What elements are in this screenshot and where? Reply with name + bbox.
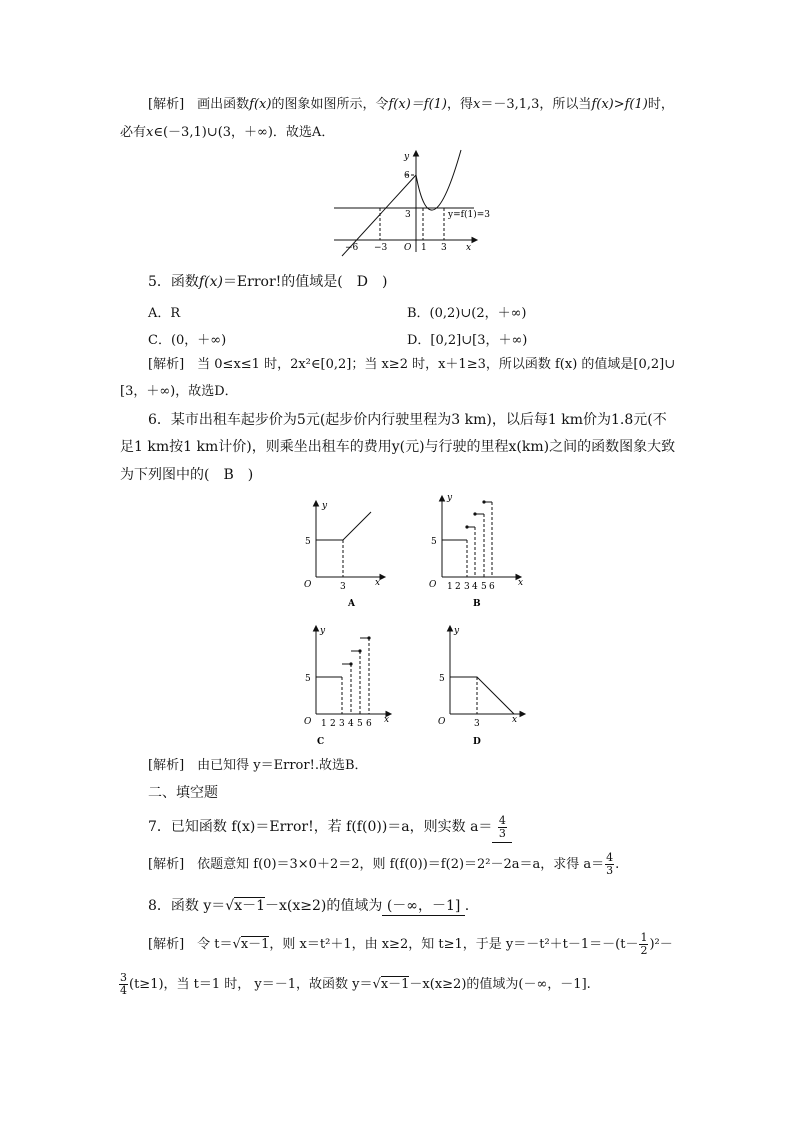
y-axis-arrow bbox=[414, 151, 419, 156]
q6-stem-line1: 6．某市出租车起步价为5元(起步价内行驶里程为3 km)，以后每1 km价为1.8元(不 bbox=[148, 412, 667, 428]
fig1-x-label: x bbox=[466, 243, 472, 253]
graph-a bbox=[296, 497, 386, 609]
fig1-origin: O bbox=[404, 243, 412, 253]
svg-text:x: x bbox=[384, 715, 390, 725]
q5-solution-line1: [解析] 当 0≤x≤1 时，2x²∈[0,2]；当 x≥2 时，x＋1≥3，所以函数 f(x) 的值域是[0,2]∪ bbox=[148, 357, 676, 372]
svg-text:3: 3 bbox=[474, 719, 480, 729]
q8-answer: (－∞，－1] bbox=[382, 897, 464, 916]
q8-solution-line1: [解析] 令 t＝√x－1，则 x＝t²＋1，由 x≥2，知 t≥1，于是 y＝－t²＋t－1＝－(t－ $\frac{1}{2}$ )²－ bbox=[148, 931, 673, 957]
fig1-tick-2: 1 bbox=[421, 243, 427, 253]
q6-stem-line2: 足1 km按1 km计价)，则乘坐出租车的费用y(元)与行驶的里程x(km)之间的函数图象大致 bbox=[120, 439, 676, 455]
svg-text:4: 4 bbox=[348, 719, 354, 729]
q8-stem: 8．函数 y＝√x－1－x(x≥2)的值域为 (－∞，－1] . bbox=[148, 898, 470, 914]
svg-text:4: 4 bbox=[472, 582, 478, 592]
svg-text:6: 6 bbox=[366, 719, 372, 729]
fig1-tick-0: −6 bbox=[345, 243, 359, 253]
q7-answer: $\frac{4}{3}$ bbox=[492, 812, 512, 843]
q5-option-a: A．R bbox=[148, 306, 181, 321]
section-title-fill-in: 二、填空题 bbox=[148, 785, 218, 801]
fig1-curve-label: y=f(1)=3 bbox=[448, 210, 490, 220]
svg-text:x: x bbox=[375, 578, 381, 588]
q5-solution-line2: [3，＋∞)，故选D． bbox=[120, 384, 238, 399]
q6-stem-line3: 为下列图中的( B ) bbox=[120, 467, 254, 483]
graph-c bbox=[296, 622, 396, 746]
q5-option-c: C．(0，＋∞) bbox=[148, 333, 227, 348]
fig1-y-label: y bbox=[404, 152, 410, 162]
graph-a-line bbox=[316, 512, 371, 540]
svg-text:y: y bbox=[454, 626, 460, 636]
svg-text:3: 3 bbox=[464, 582, 470, 592]
svg-text:O: O bbox=[429, 580, 437, 590]
svg-text:O: O bbox=[304, 580, 312, 590]
svg-text:1: 1 bbox=[447, 582, 453, 592]
svg-text:5: 5 bbox=[439, 674, 445, 684]
svg-text:3: 3 bbox=[340, 582, 346, 592]
graph-d-line bbox=[450, 677, 514, 714]
fig1-six: 6 bbox=[404, 171, 410, 181]
q8-solution-line2: $\frac{3}{4}$ (t≥1)，当 t＝1 时， y＝－1，故函数 y＝√x－1－x(x≥2)的值域为(－∞，－1]. bbox=[120, 971, 591, 997]
svg-text:5: 5 bbox=[431, 537, 437, 547]
svg-text:y: y bbox=[322, 501, 328, 511]
parabola bbox=[416, 150, 461, 210]
fig1-three: 3 bbox=[405, 210, 411, 220]
svg-text:5: 5 bbox=[357, 719, 363, 729]
svg-text:2: 2 bbox=[455, 582, 461, 592]
svg-text:O: O bbox=[304, 717, 312, 727]
svg-text:5: 5 bbox=[305, 674, 311, 684]
fig1-tick-3: 3 bbox=[441, 243, 447, 253]
q5-option-d: D．[0,2]∪[3，＋∞) bbox=[407, 333, 528, 348]
svg-text:6: 6 bbox=[489, 582, 495, 592]
svg-text:2: 2 bbox=[330, 719, 336, 729]
q7-stem: 7．已知函数 f(x)＝Error!，若 f(f(0))＝a，则实数 a＝ $\frac{4}{3}$ bbox=[148, 812, 512, 843]
q5-option-b: B．(0,2)∪(2，＋∞) bbox=[407, 306, 527, 321]
svg-text:5: 5 bbox=[481, 582, 487, 592]
q4-solution-line1: [解析] 画出函数f(x)的图象如图所示，令f(x)＝f(1)，得x＝－3,1,3，所以当f(x)>f(1)时， bbox=[148, 97, 674, 112]
svg-text:x: x bbox=[518, 578, 524, 588]
q4-solution-line2: 必有x∈(－3,1)∪(3，＋∞)．故选A． bbox=[120, 125, 335, 140]
graph-d-caption: D bbox=[473, 737, 481, 747]
svg-text:1: 1 bbox=[321, 719, 327, 729]
q6-solution: [解析] 由已知得 y＝Error!.故选B． bbox=[148, 758, 368, 773]
svg-text:5: 5 bbox=[305, 537, 311, 547]
svg-text:y: y bbox=[320, 626, 326, 636]
x-axis-arrow bbox=[472, 238, 477, 243]
svg-text:x: x bbox=[512, 715, 518, 725]
svg-text:O: O bbox=[438, 717, 446, 727]
graph-d bbox=[428, 622, 528, 746]
q7-solution: [解析] 依题意知 f(0)＝3×0＋2＝2，则 f(f(0))＝f(2)＝2²－2a＝a，求得 a＝ $\frac{4}{3}$ . bbox=[148, 851, 620, 877]
figure-quadratic-graph bbox=[330, 148, 490, 256]
graph-b-caption: B bbox=[473, 599, 481, 609]
graph-b bbox=[420, 492, 530, 610]
graph-c-caption: C bbox=[317, 737, 325, 747]
q4-solution-tag: [解析] bbox=[148, 97, 185, 112]
svg-text:y: y bbox=[447, 493, 453, 503]
q5-stem: 5．函数f(x)＝Error!的值域是( D ) bbox=[148, 274, 388, 290]
svg-text:3: 3 bbox=[339, 719, 345, 729]
graph-a-caption: A bbox=[348, 599, 355, 609]
fig1-tick-1: −3 bbox=[374, 243, 388, 253]
